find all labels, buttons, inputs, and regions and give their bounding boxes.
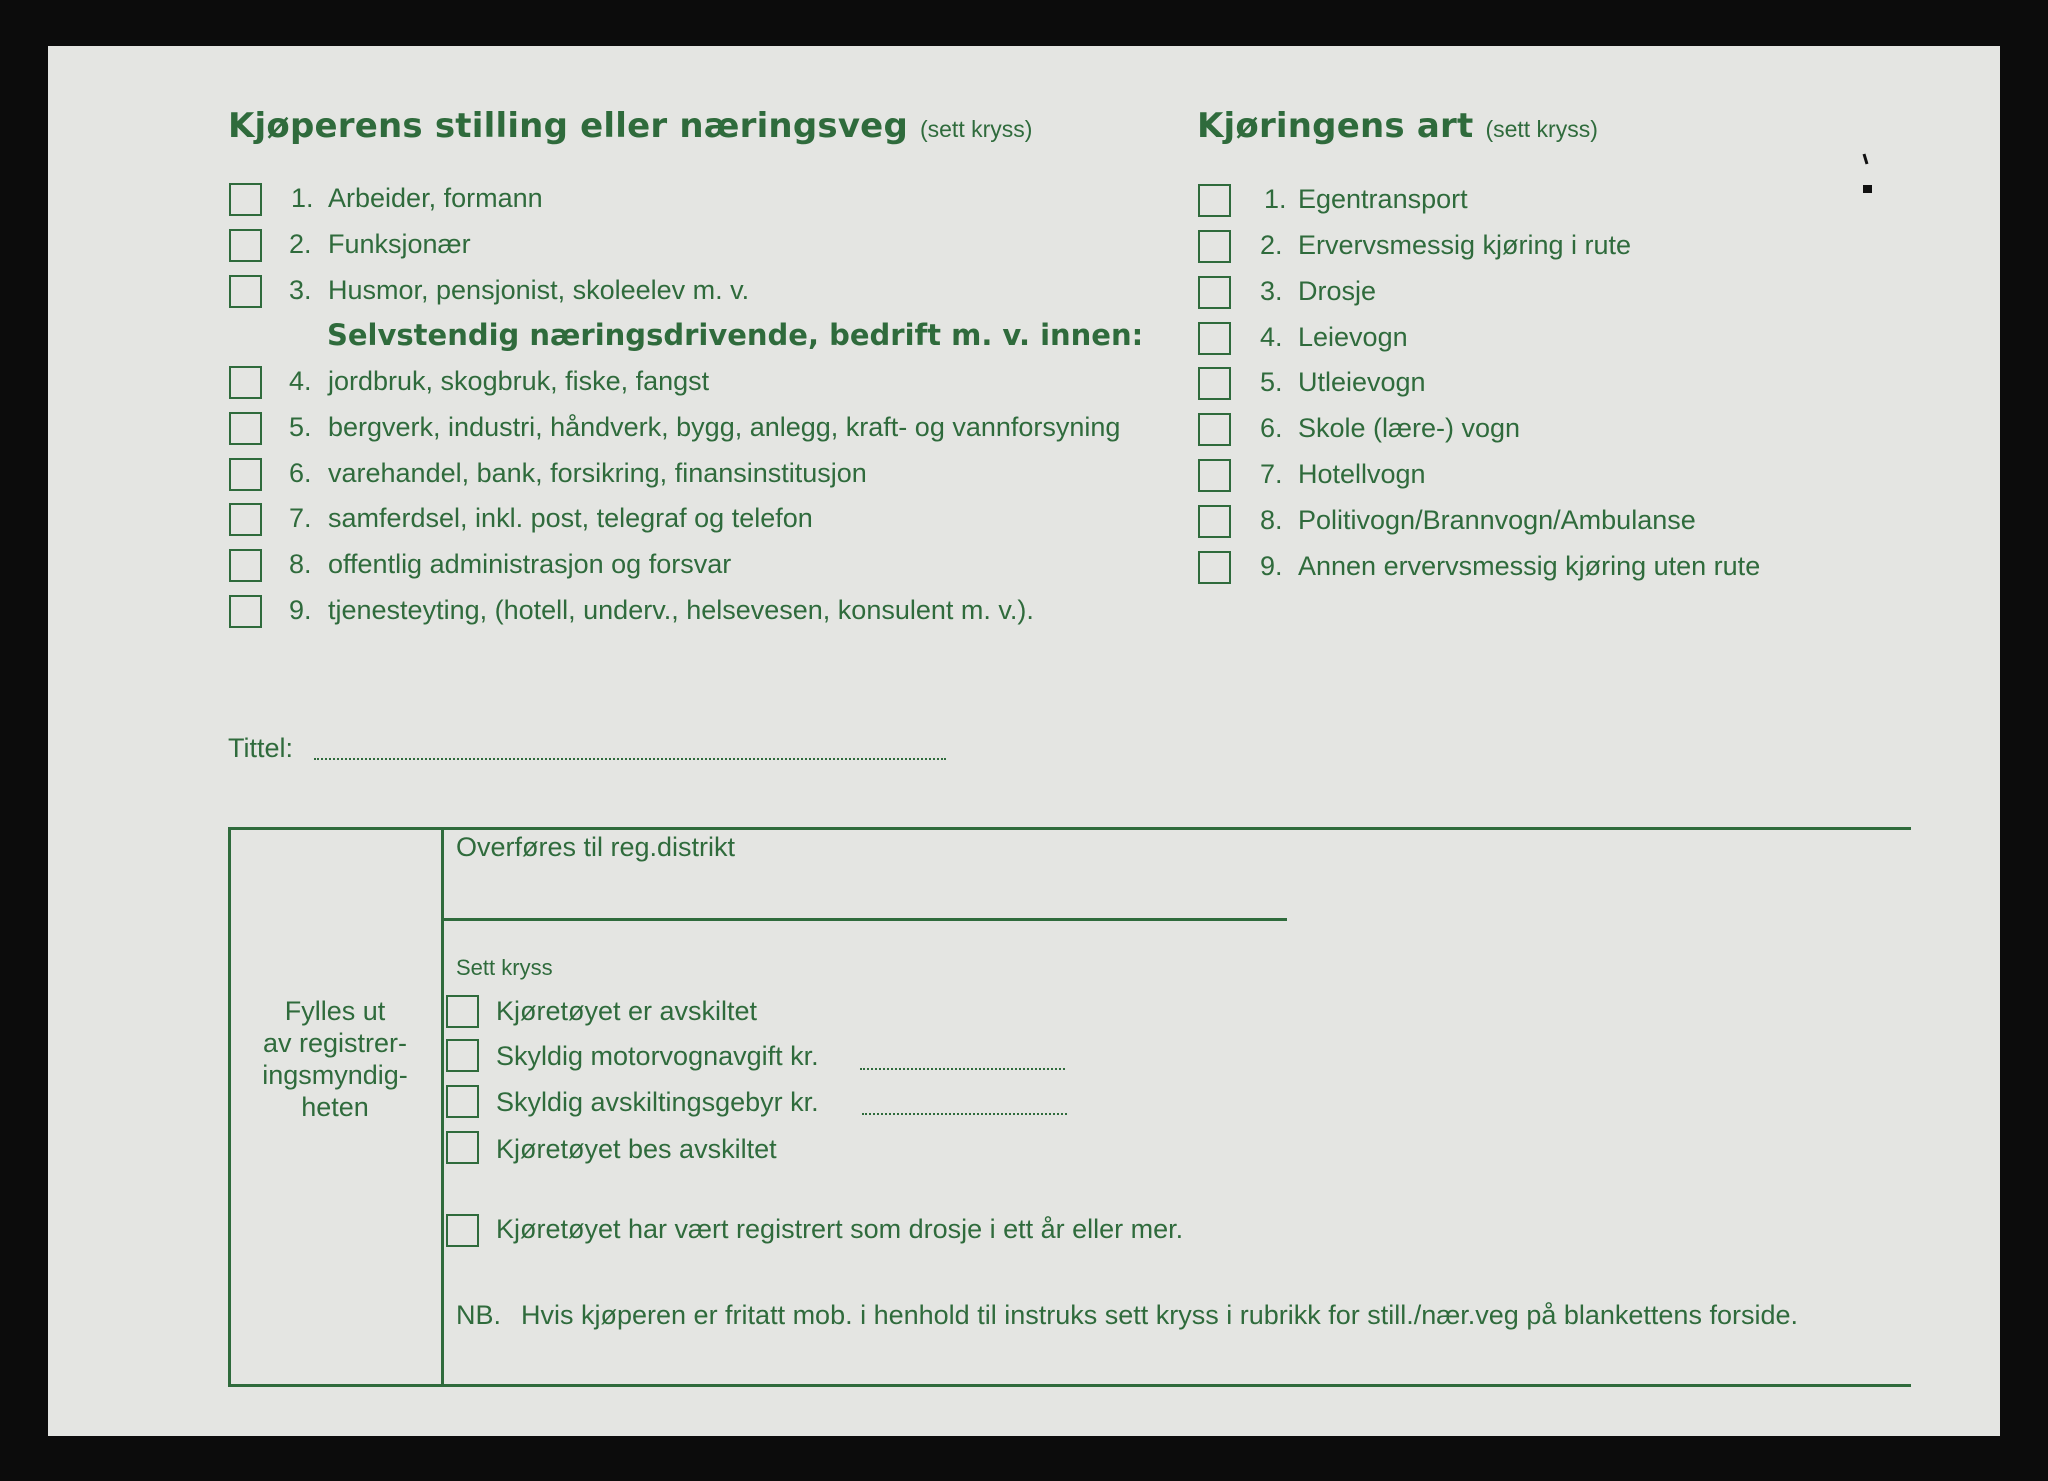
nb-label: NB. (456, 1300, 502, 1330)
option-label: Skole (lære-) vogn (1298, 413, 1521, 443)
driving-type-title: Kjøringens art (1197, 106, 1474, 146)
option-number: 4. (1260, 322, 1283, 352)
transfer-label: Overføres til reg.distrikt (456, 832, 736, 862)
option-label: Husmor, pensjonist, skoleelev m. v. (328, 275, 750, 305)
checkbox[interactable] (1198, 322, 1231, 355)
option-label: Funksjonær (328, 229, 471, 259)
option-label: Utleievogn (1298, 367, 1426, 397)
option-label: Ervervsmessig kjøring i rute (1298, 230, 1632, 260)
checkbox[interactable] (1198, 413, 1231, 446)
checkbox[interactable] (229, 183, 262, 216)
option-number: 1. (1264, 184, 1287, 214)
checkbox[interactable] (1198, 551, 1231, 584)
checkbox[interactable] (1198, 459, 1231, 492)
checkbox[interactable] (446, 1085, 479, 1118)
checkbox[interactable] (1198, 505, 1231, 538)
option-label: varehandel, bank, forsikring, finansinstitusjon (328, 458, 867, 488)
box-left-border (228, 827, 231, 1384)
checkbox[interactable] (229, 229, 262, 262)
avskiltingsgebyr-amount-line[interactable] (862, 1113, 1067, 1115)
option-number: 5. (289, 412, 312, 442)
driving-type-heading (1197, 106, 1598, 146)
checkbox[interactable] (446, 1214, 479, 1247)
checkbox[interactable] (229, 366, 262, 399)
option-label: Politivogn/Brannvogn/Ambulanse (1298, 505, 1696, 535)
checkbox[interactable] (446, 995, 479, 1028)
authority-note-line: Fylles ut (284, 996, 386, 1026)
option-label: tjenesteyting, (hotell, underv., helsevesen, konsulent m. v.). (328, 595, 1034, 625)
option-number: 8. (1260, 505, 1283, 535)
drosje-year-label: Kjøretøyet har vært registrert som drosje i ett år eller mer. (496, 1214, 1184, 1244)
option-number: 9. (1260, 551, 1283, 581)
option-label: Arbeider, formann (328, 183, 543, 213)
checkbox[interactable] (1198, 230, 1231, 263)
option-number: 8. (289, 549, 312, 579)
checkbox[interactable] (446, 1131, 479, 1164)
option-label: Egentransport (1298, 184, 1468, 214)
ink-mark-icon (1858, 152, 1878, 196)
option-number: 3. (289, 275, 312, 305)
title-field-label: Tittel: (228, 733, 294, 763)
option-number: 2. (289, 229, 312, 259)
option-label: bergverk, industri, håndverk, bygg, anlegg, kraft- og vannforsyning (328, 412, 1121, 442)
bes-avskiltet-label: Kjøretøyet bes avskiltet (496, 1134, 777, 1164)
option-label: Drosje (1298, 276, 1377, 306)
box-top-border (228, 827, 1911, 830)
self-employed-subheading: Selvstendig næringsdrivende, bedrift m. v. innen: (327, 318, 1144, 352)
option-number: 6. (289, 458, 312, 488)
checkbox[interactable] (229, 503, 262, 536)
checkbox[interactable] (1198, 184, 1231, 217)
buyer-occupation-title: Kjøperens stilling eller næringsveg (228, 106, 908, 146)
option-number: 4. (289, 366, 312, 396)
authority-note-line: av registrer- (262, 1028, 408, 1058)
avskiltingsgebyr-label: Skyldig avskiltingsgebyr kr. (496, 1087, 819, 1117)
option-label: Hotellvogn (1298, 459, 1426, 489)
driving-type-note: (sett kryss) (1485, 116, 1598, 142)
option-label: jordbruk, skogbruk, fiske, fangst (328, 366, 710, 396)
transfer-line (441, 918, 1287, 921)
checkbox[interactable] (229, 275, 262, 308)
motorvognavgift-label: Skyldig motorvognavgift kr. (496, 1041, 819, 1071)
option-number: 7. (1260, 459, 1283, 489)
checkbox[interactable] (229, 412, 262, 445)
option-number: 2. (1260, 230, 1283, 260)
option-number: 1. (291, 183, 314, 213)
motorvognavgift-amount-line[interactable] (860, 1068, 1065, 1070)
option-number: 3. (1260, 276, 1283, 306)
option-number: 6. (1260, 413, 1283, 443)
nb-text: Hvis kjøperen er fritatt mob. i henhold til instruks sett kryss i rubrikk for still./nær.veg på blankettens forside. (521, 1300, 1798, 1330)
checkbox[interactable] (446, 1039, 479, 1072)
checkbox[interactable] (229, 549, 262, 582)
box-divider (441, 827, 444, 1384)
option-number: 7. (289, 503, 312, 533)
option-label: Leievogn (1298, 322, 1408, 352)
checkbox[interactable] (229, 458, 262, 491)
option-label: offentlig administrasjon og forsvar (328, 549, 732, 579)
authority-note-line: heten (301, 1092, 369, 1122)
authority-note (232, 995, 438, 1123)
option-number: 9. (289, 595, 312, 625)
option-label: Annen ervervsmessig kjøring uten rute (1298, 551, 1761, 581)
buyer-occupation-heading (228, 106, 1032, 146)
authority-note-line: ingsmyndig- (262, 1060, 408, 1090)
box-bottom-border (228, 1384, 1911, 1387)
avskiltet-label: Kjøretøyet er avskiltet (496, 996, 758, 1026)
option-number: 5. (1260, 367, 1283, 397)
sett-kryss-label: Sett kryss (456, 955, 553, 980)
buyer-occupation-note: (sett kryss) (919, 116, 1033, 142)
option-label: samferdsel, inkl. post, telegraf og telefon (328, 503, 813, 533)
checkbox[interactable] (1198, 276, 1231, 309)
checkbox[interactable] (229, 595, 262, 628)
title-field-line[interactable] (314, 758, 946, 760)
checkbox[interactable] (1198, 367, 1231, 400)
